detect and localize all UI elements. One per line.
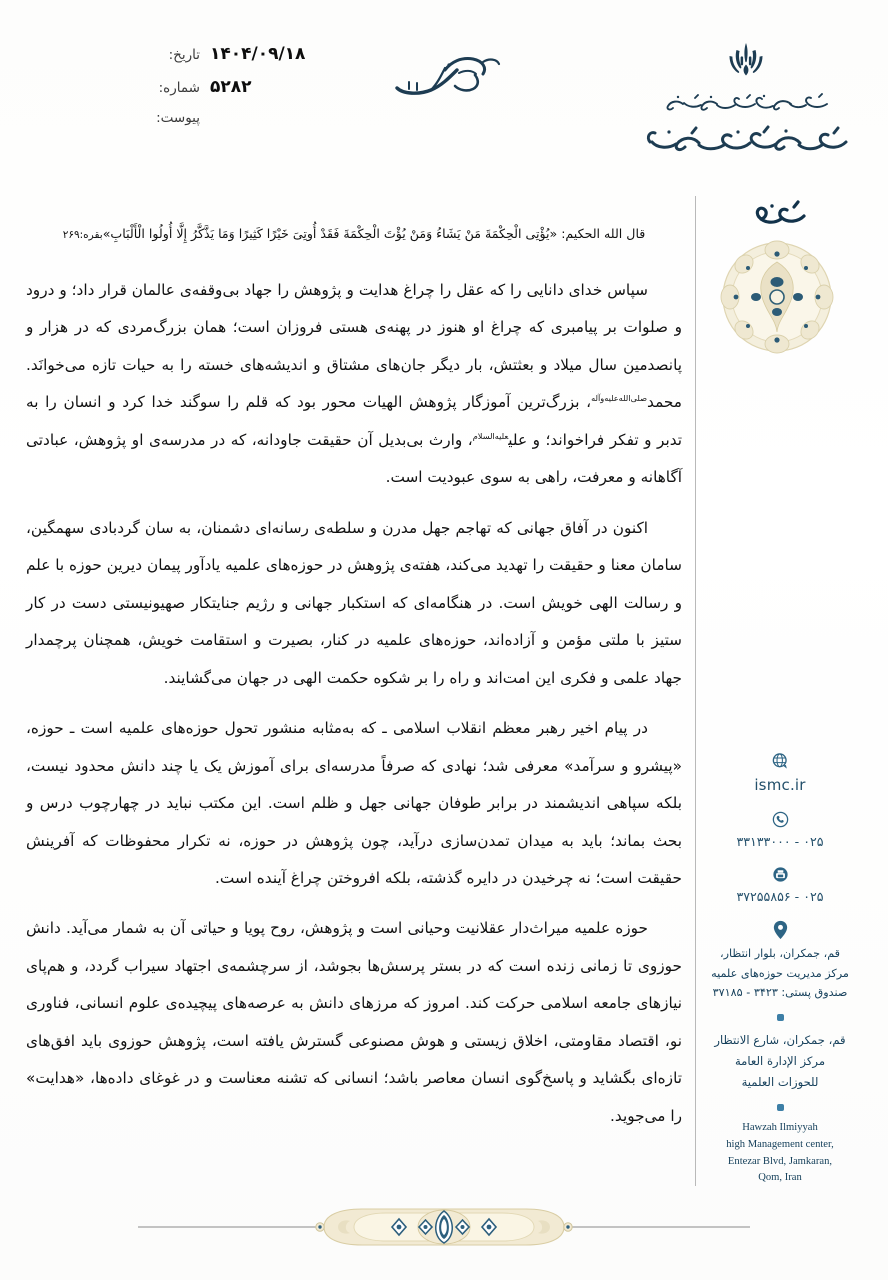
letterhead [628, 36, 864, 160]
address-ar-line-1: قم، جمکران، شارع الانتظار [714, 1033, 846, 1048]
globe-icon [771, 752, 790, 771]
address-en-line-4: Qom, Iran [758, 1172, 802, 1184]
fax-value: ۰۲۵ - ۳۷۲۵۵۸۵۶ [736, 888, 824, 904]
address-en [694, 1120, 866, 1188]
paragraph-2-text-0: اکنون در آفاق جهانی که تهاجم جهل مدرن و سلطه‌ی رسانه‌ای دشمنان، به سان گردبادی سهمگین، سامان معنا و حقیقت را تهدید می‌کند، هفته‌ی پژوهش در حوزه‌های علمیه یادآور پیمان دیرین حوزه با علم و رسالت الهی خویش است. در هنگامه‌ای که استکبار جهانی و رژیم جنایتکار صهیونیستی دست در کار ستیز با ملتی مؤمن و آزاده‌اند، حوزه‌های علمیه در کنار، بصیرت و استقامت خویش، همچنان پرچمدار جهاد علمی و فکری این امت‌اند و راه را بر شکوه حکمت الهی در جهان می‌گشایند. [26, 518, 682, 687]
letterhead-line-1 [628, 88, 864, 118]
attachment-label: پیوست: [156, 110, 200, 126]
contact-fax[interactable] [694, 865, 866, 907]
address-fa-line-3: صندوق پستی: ۳۴۲۳ - ۳۷۱۸۵ [712, 986, 848, 1000]
paragraph-1-text-2: ، بزرگ‌ترین آموزگار پژوهش الهیات محور بود که قلم را سوگند خدا کرد و انسان را به تدبر و تفکر فراخواند؛ و علی [26, 393, 682, 449]
official-seal-medallion [712, 232, 842, 362]
letterhead-line-2 [628, 120, 864, 160]
paragraph-3-text-0: در پیام اخیر رهبر معظم انقلاب اسلامی ـ که به‌مثابه منشور تحول حوزه‌های علمیه است ـ حوزه، «پیشرو و سرآمد» معرفی شد؛ نهادی که صرفاً مدرسه‌ای برای آموزش یک یا چند دانش محدود نیست، بلکه سپاهی اندیشمند در برابر طوفان جهانی جهل و ظلم است. این مکتب نباید در چهارچوب درس و بحث بماند؛ باید به میدان تمدن‌سازی درآید، چون پژوهش در حوزه، نه تکرار محفوظات که آفرینش حقیقت است؛ نه چرخیدن در دایره گذشته، بلکه افروختن چراغ آینده است. [26, 719, 682, 887]
meta-row-number [28, 77, 268, 97]
website-value: ismc.ir [754, 776, 806, 794]
address-ar-line-3: للحوزات العلمية [741, 1074, 819, 1089]
document-meta-block [28, 44, 306, 139]
verse-source: بقره:۲۶۹ [62, 229, 103, 241]
paragraph-4 [26, 910, 682, 1135]
number-label: شماره: [158, 80, 200, 96]
address-en-line-3: Entezar Blvd, Jamkaran, [727, 1155, 833, 1167]
location-pin-icon [771, 919, 790, 941]
date-label: تاریخ: [168, 47, 200, 63]
footer-ornament [0, 1206, 888, 1252]
fax-icon [771, 865, 790, 884]
meta-row-attachment [28, 110, 268, 126]
letter-body [26, 222, 682, 1135]
address-ar-line-2: مركز الإدارة العامة [734, 1053, 826, 1068]
address-ar [694, 1030, 866, 1093]
paragraph-3 [26, 710, 682, 897]
address-separator-dot [777, 1014, 784, 1021]
verse-text: «یُؤْتِی الْحِکْمَةَ مَنْ یَشَاءُ وَمَنْ یُؤْتَ الْحِکْمَةَ فَقَدْ أُوتِیَ خَیْرًا کَثِیرًا وَمَا یَذَّکَّرُ إِلَّا أُولُوا الْأَلْبَابِ» [102, 226, 558, 241]
letter-paragraphs [26, 272, 682, 1135]
number-value: ۵۲۸۲ [210, 77, 252, 97]
paragraph-1-honorific-3: علیه‌السلام [472, 430, 509, 441]
address-fa [694, 944, 866, 1003]
address-en-line-2: high Management center, [726, 1138, 834, 1150]
phone-icon [771, 810, 790, 829]
date-value: ۱۴۰۴/۰۹/۱۸ [210, 44, 306, 64]
address-fa-line-1: قم، جمکران، بلوار انتظار، [719, 947, 841, 961]
paragraph-1-text-4: ، وارث بی‌بدیل آن حقیقت جاودانه، که در مدرسه‌ی او پژوهش، عبادتی آگاهانه و معرفت، راهی به سوی عبودیت است. [26, 430, 682, 487]
quran-verse [26, 222, 682, 246]
address-separator-dot-2 [777, 1104, 784, 1111]
paragraph-1 [26, 272, 682, 497]
paragraph-1-text-0: سپاس خدای دانایی را که عقل را چراغ هدایت و پژوهش را جهاد بی‌وقفه‌ی عالمان قرار داد؛ و درود و صلوات بر پیامبری که چراغ او هنوز در پهنه‌ی هستی فروزان است؛ همان بزرگ‌مردی که در هزار و پانصدمین سال میلاد و بعثتش، بار دیگر جان‌های مشتاق و اندیشه‌های خسته را به حیات تازه می‌خوانَد. محمد [26, 280, 682, 412]
manager-title [696, 196, 864, 234]
contact-phone[interactable] [694, 810, 866, 852]
paragraph-1-honorific-1: صلی‌الله‌علیه‌وآله [591, 393, 648, 404]
contact-website[interactable] [694, 752, 866, 797]
verse-intro: قال الله الحکیم: [561, 226, 646, 241]
address-en-line-1: Hawzah Ilmiyyah [742, 1121, 818, 1133]
paragraph-2 [26, 510, 682, 697]
phone-value: ۰۲۵ - ۳۳۱۳۳۰۰۰ [736, 834, 824, 850]
address-fa-line-2: مرکز مدیریت حوزه‌های علمیه [711, 966, 849, 980]
paragraph-4-text-0: حوزه علمیه میراث‌دار عقلانیت وحیانی است و پژوهش، روح پویا و حیاتی آن به شمار می‌آید. دانش حوزوی تا زمانی زنده است که در بستر پرسش‌ها بجوشد، از سرچشمه‌ی اجتهاد سیراب گردد، و هم‌پای نیازهای جامعه اسلامی حرکت کند. امروز که مرزهای دانش به عرصه‌های پیچیده‌ی علوم انسانی، فناوری نو، اقتصاد مقاومتی، اخلاق زیستی و هوش مصنوعی گسترش یافته است، پژوهش حوزوی باید افق‌های تازه‌ای بگشاید و پاسخ‌گوی انسان معاصر باشد؛ انسانی که تشنه معناست و در غوغای داده‌ها، «هدایت» را می‌جوید. [26, 919, 682, 1125]
iran-emblem-icon [723, 36, 769, 82]
contact-info-sidebar [694, 752, 866, 1187]
meta-row-date [28, 44, 306, 64]
